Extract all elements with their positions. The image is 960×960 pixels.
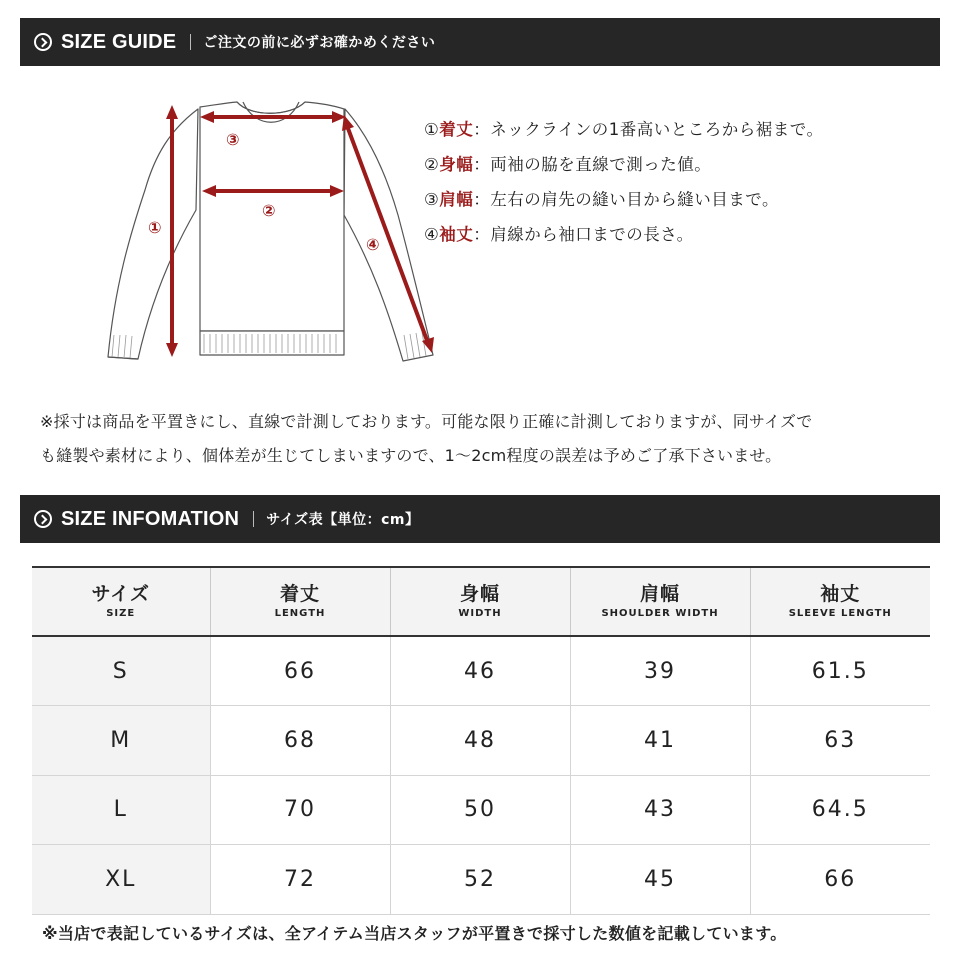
header-divider bbox=[190, 34, 191, 50]
shoulder-cell: 41 bbox=[570, 706, 750, 776]
size-cell: M bbox=[32, 706, 210, 776]
sweater-diagram bbox=[100, 95, 445, 370]
footer-note: ※当店で表記しているサイズは、全アイテム当店スタッフが平置きで採寸した数値を記載しています。 bbox=[42, 924, 787, 943]
measurement-legend bbox=[424, 118, 823, 258]
sleeve-cell: 64.5 bbox=[750, 775, 930, 845]
length-cell: 70 bbox=[210, 775, 390, 845]
sleeve-cell: 63 bbox=[750, 706, 930, 776]
header-length: 着丈 LENGTH bbox=[210, 567, 390, 636]
chevron-circle-icon bbox=[34, 33, 52, 51]
shoulder-cell: 39 bbox=[570, 636, 750, 706]
size-cell: S bbox=[32, 636, 210, 706]
table-row bbox=[32, 845, 930, 915]
diagram-label-1: ① bbox=[148, 218, 162, 237]
table-row bbox=[32, 706, 930, 776]
diagram-label-3: ③ bbox=[226, 130, 240, 149]
size-info-subtitle: サイズ表【単位：cm】 bbox=[266, 512, 420, 528]
note-line-1: ※採寸は商品を平置きにし、直線で計測しております。可能な限り正確に計測しておりますが、同サイズで bbox=[40, 412, 813, 431]
width-cell: 50 bbox=[390, 775, 570, 845]
table-header-row bbox=[32, 567, 930, 636]
width-cell: 48 bbox=[390, 706, 570, 776]
size-guide-subtitle: ご注文の前に必ずお確かめください bbox=[203, 35, 436, 51]
shoulder-cell: 45 bbox=[570, 845, 750, 915]
size-guide-header bbox=[20, 18, 940, 66]
legend-item-width: ②身幅：両袖の脇を直線で測った値。 bbox=[424, 155, 712, 174]
measurement-note bbox=[40, 405, 940, 473]
header-width: 身幅 WIDTH bbox=[390, 567, 570, 636]
header-sleeve-length: 袖丈 SLEEVE LENGTH bbox=[750, 567, 930, 636]
table-row bbox=[32, 636, 930, 706]
shoulder-cell: 43 bbox=[570, 775, 750, 845]
legend-item-sleeve: ④袖丈：肩線から袖口までの長さ。 bbox=[424, 225, 694, 244]
sleeve-cell: 61.5 bbox=[750, 636, 930, 706]
width-cell: 46 bbox=[390, 636, 570, 706]
legend-item-length: ①着丈：ネックラインの1番高いところから裾まで。 bbox=[424, 120, 824, 139]
length-cell: 68 bbox=[210, 706, 390, 776]
diagram-label-4: ④ bbox=[366, 235, 380, 254]
width-cell: 52 bbox=[390, 845, 570, 915]
chevron-circle-icon bbox=[34, 510, 52, 528]
size-info-header bbox=[20, 495, 940, 543]
header-shoulder-width: 肩幅 SHOULDER WIDTH bbox=[570, 567, 750, 636]
diagram-label-2: ② bbox=[262, 201, 276, 220]
size-cell: XL bbox=[32, 845, 210, 915]
size-guide-title: SIZE GUIDE bbox=[61, 30, 177, 53]
size-cell: L bbox=[32, 775, 210, 845]
size-table bbox=[32, 566, 930, 915]
header-size: サイズ SIZE bbox=[32, 567, 210, 636]
length-cell: 66 bbox=[210, 636, 390, 706]
size-info-title: SIZE INFOMATION bbox=[61, 507, 240, 530]
legend-item-shoulder: ③肩幅：左右の肩先の縫い目から縫い目まで。 bbox=[424, 190, 779, 209]
note-line-2: も縫製や素材により、個体差が生じてしまいますので、1～2cm程度の誤差は予めご了承下さいませ。 bbox=[40, 446, 782, 465]
length-cell: 72 bbox=[210, 845, 390, 915]
sleeve-cell: 66 bbox=[750, 845, 930, 915]
header-divider bbox=[253, 511, 254, 527]
table-row bbox=[32, 775, 930, 845]
